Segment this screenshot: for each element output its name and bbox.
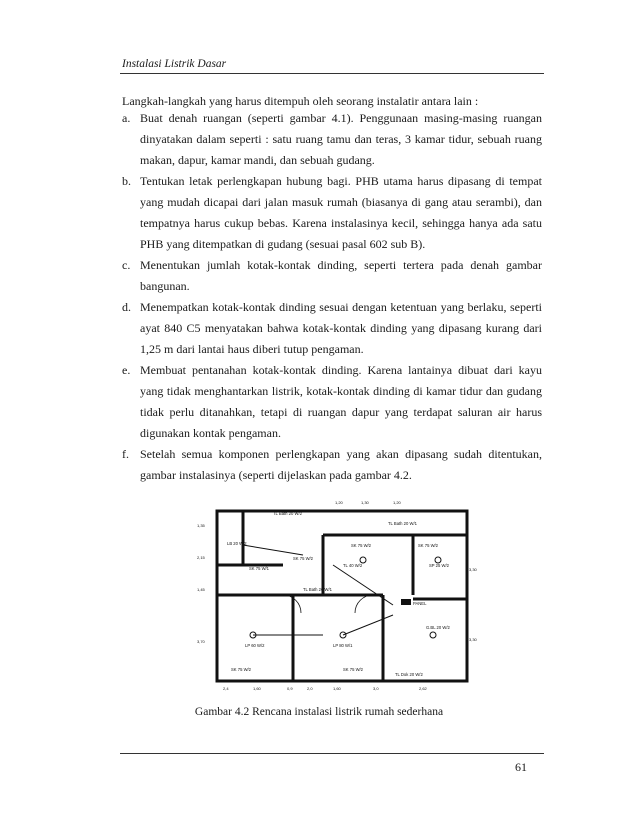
step-item: [122, 108, 542, 171]
page-number: 61: [515, 760, 527, 774]
step-marker: f.: [122, 447, 129, 461]
intro-text: Langkah-langkah yang harus ditempuh oleh seorang instalatir antara lain :: [122, 94, 479, 108]
step-item: [122, 360, 542, 444]
dim-label: 2,15: [197, 555, 205, 560]
wiring: [243, 545, 303, 555]
dim-label: 1,60: [253, 686, 261, 691]
dim-label: 3,30: [469, 637, 477, 642]
figure-label: LP 80 W/1: [333, 643, 353, 648]
figure-label: SK 75 W/2: [351, 543, 372, 548]
dim-label: 1,35: [197, 523, 205, 528]
lamp-symbol: [430, 632, 436, 638]
figure-label: TL Bath 20 W/2: [273, 511, 302, 516]
dim-label: 3,70: [197, 639, 205, 644]
figure-label: TL Bath 20 W/1: [303, 587, 332, 592]
header-title: Instalasi Listrik Dasar: [122, 58, 227, 70]
step-marker: b.: [122, 174, 131, 188]
step-text: Menempatkan kotak-kontak dinding sesuai dengan ketentuan yang berlaku, seperti ayat 840 C5 menyatakan bahwa kotak-kontak dinding yang dipasang kurang dari 1,25 m dari lantai haus diberi tutup pengaman.: [140, 300, 542, 356]
dim-label: 2,62: [419, 686, 427, 691]
figure-label: TL 40 W/2: [343, 563, 363, 568]
step-text: Buat denah ruangan (seperti gambar 4.1). Penggunaan masing-masing ruangan dinyatakan dalam seperti : satu ruang tamu dan teras, 3 kamar tidur, sebuah ruang makan, dapur, kamar mandi, dan sebuah gudang.: [140, 111, 542, 167]
dim-label: 0,9: [287, 686, 293, 691]
dim-label: 2,0: [307, 686, 313, 691]
header-rule: [120, 73, 544, 74]
step-marker: d.: [122, 300, 131, 314]
step-item: [122, 297, 542, 360]
figure-caption: Gambar 4.2 Rencana instalasi listrik rumah sederhana: [194, 706, 444, 718]
figure-label: SK 75 W/2: [343, 667, 364, 672]
step-text: Menentukan jumlah kotak-kontak dinding, seperti tertera pada denah gambar bangunan.: [140, 258, 542, 293]
figure-label: SP 25 W/2: [429, 563, 449, 568]
figure-label: PANEL: [413, 601, 427, 606]
step-item: [122, 255, 542, 297]
step-text: Setelah semua komponen perlengkapan yang akan dipasang sudah ditentukan, gambar instalasinya (seperti dijelaskan pada gambar 4.2.: [140, 447, 542, 482]
dim-label: 3,0: [373, 686, 379, 691]
dim-label: 1,20: [335, 500, 343, 505]
dim-label: 1,45: [197, 587, 205, 592]
figure-label: SK 75 W/2: [293, 556, 314, 561]
figure-label: SK 75 W/1: [249, 566, 270, 571]
figure-label: TL Dok 20 W/2: [395, 672, 423, 677]
figure-label: SK 75 W/2: [231, 667, 252, 672]
step-marker: c.: [122, 258, 131, 272]
step-item: [122, 171, 542, 255]
figure-label: LB 20 W/2: [227, 541, 247, 546]
dim-label: 1,20: [393, 500, 401, 505]
step-text: Membuat pentanahan kotak-kontak dinding. Karena lantainya dibuat dari kayu yang tidak menghantarkan listrik, kotak-kontak dinding di kamar tidur dan gudang tidak perlu ditanahkan, tetapi di ruangan dapur yang terdapat saluran air harus digunakan kontak pengaman.: [140, 363, 542, 440]
dim-label: 3,30: [469, 567, 477, 572]
dim-label: 1,60: [333, 686, 341, 691]
step-item: [122, 444, 542, 486]
step-marker: e.: [122, 363, 131, 377]
wiring: [333, 565, 393, 605]
figure-label: LP 60 W/2: [245, 643, 265, 648]
floor-plan-figure: [183, 495, 483, 695]
figure-label: SK 75 W/2: [418, 543, 439, 548]
dim-label: 2,4: [223, 686, 229, 691]
wiring: [343, 615, 393, 635]
step-text: Tentukan letak perlengkapan hubung bagi. PHB utama harus dipasang di tempat yang mudah dicapai dari jalan masuk rumah (biasanya di gang atau serambi), dan tempatnya harus cukup bebas. Karena instalasinya kecil, sehingga hanya ada satu PHB yang ditempatkan di gudang (sesuai pasal 602 sub B).: [140, 174, 542, 251]
steps-list: [122, 108, 542, 486]
step-marker: a.: [122, 111, 131, 125]
figure-label: TL Bath 20 W/1: [388, 521, 417, 526]
door-arc: [355, 595, 373, 613]
dim-label: 1,30: [361, 500, 369, 505]
panel-symbol: [401, 599, 411, 605]
footer-rule: [120, 753, 544, 754]
figure-label: G.BL 20 W/2: [426, 625, 450, 630]
